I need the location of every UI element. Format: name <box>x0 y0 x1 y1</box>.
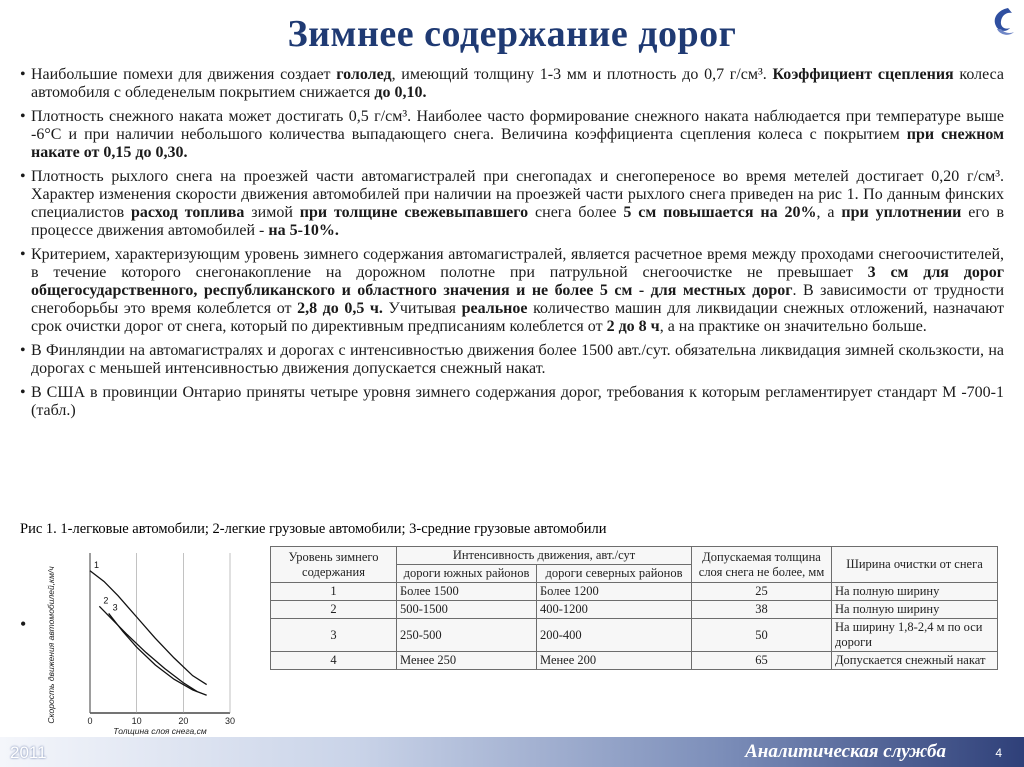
cell-width: Допускается снежный накат <box>832 652 998 670</box>
bold-text: на 5-10%. <box>268 222 339 239</box>
chart-series <box>90 560 207 695</box>
header-south: дороги южных районов <box>397 565 537 583</box>
text-run: В Финляндии на автомагистралях и дорогах с интенсивностью движения более 1500 авт./сут. обязательна ликвидация зимней скользкости, на дорогах с меньшей интенсивностью движения допускается снежный накат. <box>31 342 1004 377</box>
table-row <box>271 619 998 652</box>
header-depth: Допускаемая толщина слоя снега не более, мм <box>692 547 832 583</box>
chart-series-label: 2 <box>103 595 109 606</box>
text-run: Плотность снежного наката может достигать 0,5 г/см³. Наиболее часто формирование снежного наката наблюдается при температуре выше -6°С и при наличии небольшого количества выпадающего снега. Величина коэффициента сцепления колеса с покрытием <box>31 108 1004 143</box>
bold-text: гололед <box>336 66 392 83</box>
cell-width: На полную ширину <box>832 583 998 601</box>
bullet-item <box>20 66 1004 102</box>
chart-series-line-2 <box>99 606 197 691</box>
footer-service-name: Аналитическая служба <box>745 741 946 762</box>
table-row <box>271 652 998 670</box>
text-run: Наибольшие помехи для движения создает <box>31 66 337 83</box>
cell-south: Менее 250 <box>397 652 537 670</box>
speed-vs-snow-chart <box>38 541 238 738</box>
bold-text: реальное <box>461 300 528 317</box>
empty-bullet: • <box>20 614 27 634</box>
cell-width: На полную ширину <box>832 601 998 619</box>
cell-level: 4 <box>271 652 397 670</box>
text-run: , а на практике он значительно больше. <box>659 318 927 335</box>
text-run: , имеющий толщину 1-3 мм и плотность до 0,7 г/см³. <box>391 66 773 83</box>
cell-north: 200-400 <box>537 619 692 652</box>
cell-south: 250-500 <box>397 619 537 652</box>
chart-x-tick-label: 30 <box>224 716 236 726</box>
cell-level: 3 <box>271 619 397 652</box>
cell-depth: 65 <box>692 652 832 670</box>
bold-text: 3 см для дорог общегосударственного, республиканского и областного значения и не более 5 см - для местных дорог <box>31 264 1005 299</box>
cell-depth: 50 <box>692 619 832 652</box>
chart-x-ticks <box>87 716 235 726</box>
bullet-dot: • <box>20 246 26 263</box>
chart-x-tick-label: 20 <box>178 716 189 726</box>
bullet-dot: • <box>20 168 26 185</box>
footer-year: 2011 <box>10 743 47 762</box>
bold-text: при уплотнении <box>841 204 962 221</box>
bold-text: Коэффициент сцепления <box>772 66 954 83</box>
bold-text: при толщине свежевыпавшего <box>299 204 529 221</box>
bold-text: расход топлива <box>131 204 245 221</box>
bullet-dot: • <box>20 108 26 125</box>
text-run: колеса автомобиля с обледенелым покрытием снижается <box>31 66 1005 101</box>
page-number: 4 <box>995 746 1002 760</box>
header-level: Уровень зимнего содержания <box>271 547 397 583</box>
table-row <box>271 601 998 619</box>
chart-x-tick-label: 10 <box>131 716 142 726</box>
chart-gridlines <box>90 553 230 713</box>
bold-text: 5 см повышается на 20% <box>623 204 817 221</box>
text-run: , а <box>816 204 842 221</box>
text-run: зимой <box>244 204 300 221</box>
text-run: В США в провинции Онтарио приняты четыре уровня зимнего содержания дорог, требования к которым регламентирует стандарт М -700-1 (табл.) <box>31 384 1004 419</box>
bold-text: до 0,10. <box>374 84 427 101</box>
bold-text: при снежном накате от 0,15 до 0,30. <box>31 126 1005 161</box>
chart-x-tick-label: 0 <box>87 716 93 726</box>
bullet-dot: • <box>20 384 26 401</box>
header-width: Ширина очистки от снега <box>832 547 998 583</box>
text-run: . В зависимости от трудности снегоборьбы это время колеблется от <box>31 282 1005 317</box>
chart-y-axis-label: Скорость движения автомобилей,км/ч <box>46 566 56 724</box>
cell-depth: 25 <box>692 583 832 601</box>
cell-north: Менее 200 <box>537 652 692 670</box>
chart-series-label: 3 <box>112 602 118 613</box>
bullet-dot: • <box>20 66 26 83</box>
bullet-item <box>20 342 1004 378</box>
cell-depth: 38 <box>692 601 832 619</box>
table-header-row <box>271 547 998 565</box>
blue-swirl-logo-icon <box>988 6 1016 38</box>
footer-bar <box>0 737 1024 767</box>
cell-level: 1 <box>271 583 397 601</box>
slide-title: Зимнее содержание дорог <box>287 13 737 55</box>
text-run: Плотность рыхлого снега на проезжей части автомагистралей при снегопадах и снегопереносе во время метелей достигает 0,20 г/см³. Характер изменения скорости движения автомобилей при наличии на проезжей части рыхлого снега приведен на рис 1. По данным финских специалистов <box>31 168 1004 221</box>
cell-south: Более 1500 <box>397 583 537 601</box>
bullet-item <box>20 108 1004 162</box>
bullet-item <box>20 168 1004 240</box>
chart-series-label: 1 <box>94 559 100 570</box>
cell-width: На ширину 1,8-2,4 м по оси дороги <box>832 619 998 652</box>
chart-series-line-3 <box>109 613 207 695</box>
text-run: Критерием, характеризующим уровень зимнего содержания автомагистралей, является расчетное время между проходами снегоочистителей, в течение которого снегонакопление на дорожном полотне при патрульной снегоочистке не превышает <box>31 246 1004 281</box>
table-row <box>271 583 998 601</box>
chart-series-line-1 <box>90 571 207 685</box>
bullet-item <box>20 384 1004 420</box>
header-north: дороги северных районов <box>537 565 692 583</box>
figure-caption: Рис 1. 1-легковые автомобили; 2-легкие грузовые автомобили; 3-средние грузовые автомобили <box>20 521 607 537</box>
cell-north: Более 1200 <box>537 583 692 601</box>
chart-axes <box>90 553 230 713</box>
cell-south: 500-1500 <box>397 601 537 619</box>
text-run: количество машин для ликвидации снежных отложений, назначают срок очистки дорог от снега, который по директивным предписаниям колеблется от <box>31 300 1005 335</box>
cell-level: 2 <box>271 601 397 619</box>
bold-text: 2,8 до 0,5 ч. <box>297 300 383 317</box>
text-run: снега более <box>528 204 624 221</box>
bullet-item <box>20 246 1004 336</box>
text-run: Учитывая <box>382 300 462 317</box>
bullet-dot: • <box>20 342 26 359</box>
bold-text: 2 до 8 ч <box>606 318 660 335</box>
maintenance-levels-table <box>270 546 998 670</box>
chart-x-axis-label: Толщина слоя снега,см <box>113 726 207 736</box>
cell-north: 400-1200 <box>537 601 692 619</box>
header-intensity: Интенсивность движения, авт./сут <box>397 547 692 565</box>
bullet-list <box>20 66 1004 426</box>
text-run: его в процессе движения автомобилей - <box>31 204 1004 239</box>
